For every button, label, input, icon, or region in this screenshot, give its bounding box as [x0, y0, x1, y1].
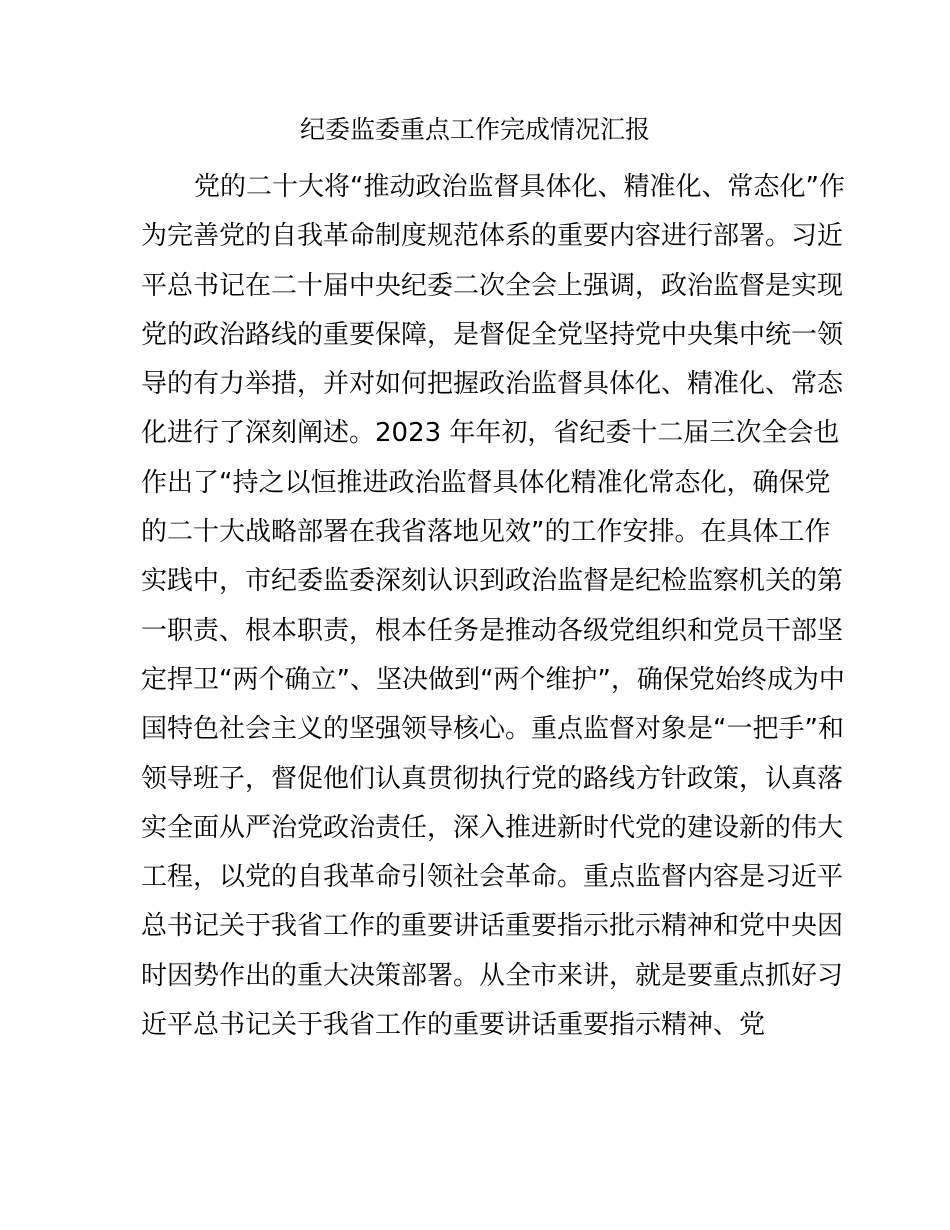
paragraph-line: 国特色社会主义的坚强领导核心。重点监督对象是“一把手”和: [141, 714, 844, 745]
paragraph-line: 实全面从严治党政治责任，深入推进新时代党的建设新的伟大: [141, 812, 844, 843]
paragraph-line: 化进行了深刻阐述。2023 年年初，省纪委十二届三次全会也: [141, 418, 840, 449]
paragraph-line: 工程，以党的自我革命引领社会革命。重点监督内容是习近平: [141, 862, 844, 893]
paragraph-line: 党的政治路线的重要保障，是督促全党坚持党中央集中统一领: [141, 319, 844, 350]
paragraph-line: 一职责、根本职责，根本任务是推动各级党组织和党员干部坚: [141, 615, 844, 646]
paragraph-line: 实践中，市纪委监委深刻认识到政治监督是纪检监察机关的第: [141, 566, 844, 597]
paragraph-line: 党的二十大将“推动政治监督具体化、精准化、常态化”作: [194, 172, 845, 202]
paragraph-line: 近平总书记关于我省工作的重要讲话重要指示精神、党: [141, 1010, 766, 1041]
paragraph-line: 导的有力举措，并对如何把握政治监督具体化、精准化、常态: [141, 369, 844, 400]
paragraph-line: 总书记关于我省工作的重要讲话重要指示批示精神和党中央因: [141, 911, 844, 942]
document-title: 纪委监委重点工作完成情况汇报: [299, 115, 650, 144]
paragraph-line: 为完善党的自我革命制度规范体系的重要内容进行部署。习近: [141, 221, 844, 252]
paragraph-line: 领导班子，督促他们认真贯彻执行党的路线方针政策，认真落: [141, 763, 844, 794]
paragraph-line: 定捍卫“两个确立”、坚决做到“两个维护”，确保党始终成为中: [141, 664, 845, 695]
paragraph-line: 时因势作出的重大决策部署。从全市来讲，就是要重点抓好习: [141, 960, 844, 991]
paragraph-line: 平总书记在二十届中央纪委二次全会上强调，政治监督是实现: [141, 270, 844, 301]
paragraph-line: 作出了“持之以恒推进政治监督具体化精准化常态化，确保党: [141, 467, 831, 498]
paragraph-line: 的二十大战略部署在我省落地见效”的工作安排。在具体工作: [141, 517, 831, 548]
document-body: [141, 163, 845, 1050]
